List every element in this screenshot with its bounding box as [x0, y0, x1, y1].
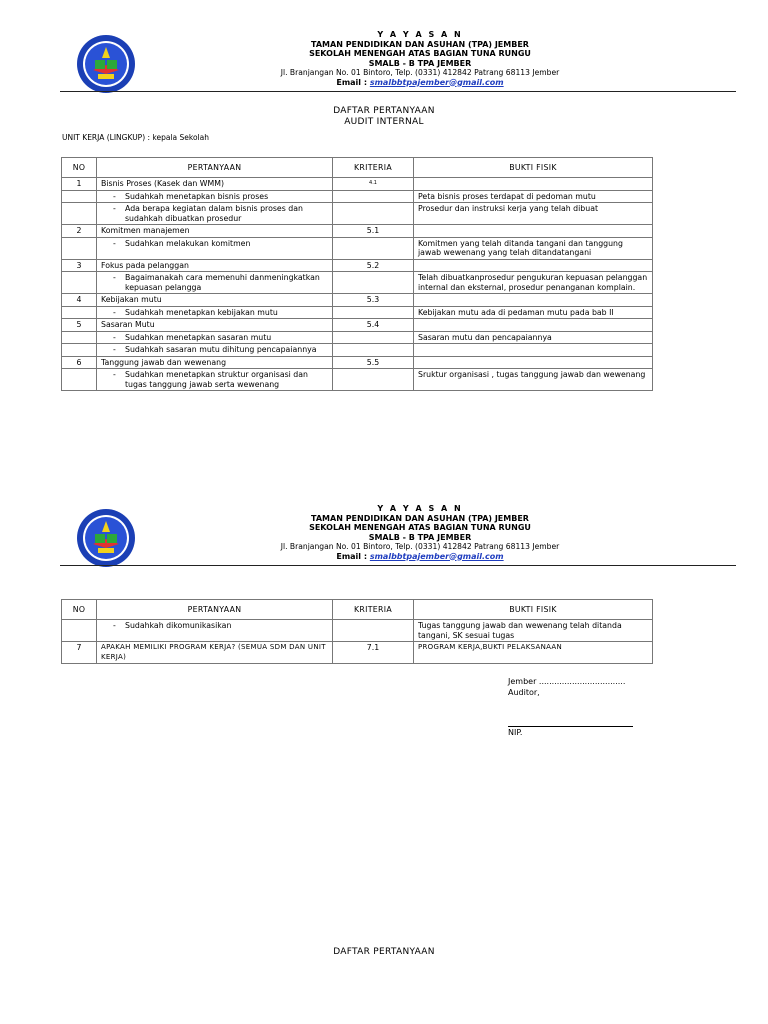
- row-question: Sasaran Mutu: [97, 319, 333, 332]
- letterhead-divider: [60, 91, 736, 92]
- row-number: 3: [62, 259, 97, 272]
- row-question: [97, 190, 333, 203]
- row-number: [62, 203, 97, 225]
- row-bukti-fisik: [414, 294, 653, 307]
- row-number: [62, 306, 97, 319]
- bullet-icon: -: [113, 191, 116, 201]
- row-kriteria: 4.1: [333, 178, 414, 191]
- row-kriteria: [333, 331, 414, 344]
- email-line: [200, 78, 640, 88]
- row-question: [97, 369, 333, 391]
- table-row: [62, 344, 653, 357]
- question-text: Sudahkan menetapkan sasaran mutu: [125, 332, 272, 342]
- row-question: [97, 272, 333, 294]
- table-row: [62, 203, 653, 225]
- header-bukti-fisik: BUKTI FISIK: [414, 158, 653, 178]
- foundation-label: Y A Y A S A N: [377, 504, 463, 513]
- institution-name: TAMAN PENDIDIKAN DAN ASUHAN (TPA) JEMBER: [311, 513, 529, 523]
- row-bukti-fisik: Sruktur organisasi , tugas tanggung jawab dan wewenang: [414, 369, 653, 391]
- table-row: [62, 356, 653, 369]
- row-kriteria: 5.2: [333, 259, 414, 272]
- row-question: Fokus pada pelanggan: [97, 259, 333, 272]
- table-row: [62, 620, 653, 642]
- row-bukti-fisik: Kebijakan mutu ada di pedaman mutu pada bab II: [414, 306, 653, 319]
- email-label: Email :: [336, 77, 368, 87]
- row-question: Kebijakan mutu: [97, 294, 333, 307]
- school-logo-icon: [76, 508, 136, 568]
- header-bukti-fisik: BUKTI FISIK: [414, 600, 653, 620]
- row-question: Komitmen manajemen: [97, 225, 333, 238]
- header-pertanyaan: PERTANYAAN: [97, 600, 333, 620]
- next-page-title: DAFTAR PERTANYAAN: [333, 947, 435, 957]
- row-number: 4: [62, 294, 97, 307]
- row-kriteria: 5.3: [333, 294, 414, 307]
- signature-place-date: Jember ..................................: [508, 677, 626, 686]
- school-short-name: SMALB - B TPA JEMBER: [368, 532, 472, 542]
- row-number: 1: [62, 178, 97, 191]
- title-line-1: DAFTAR PERTANYAAN: [333, 106, 435, 116]
- row-bukti-fisik: Sasaran mutu dan pencapaiannya: [414, 331, 653, 344]
- foundation-label: Y A Y A S A N: [377, 30, 463, 39]
- unit-kerja-label: UNIT KERJA (LINGKUP) : kepala Sekolah: [62, 133, 210, 142]
- row-kriteria: 5.5: [333, 356, 414, 369]
- row-number: [62, 369, 97, 391]
- row-bukti-fisik: Peta bisnis proses terdapat di pedoman mutu: [414, 190, 653, 203]
- row-bukti-fisik: Prosedur dan instruksi kerja yang telah dibuat: [414, 203, 653, 225]
- row-number: [62, 620, 97, 642]
- row-kriteria: [333, 203, 414, 225]
- bullet-icon: -: [113, 307, 116, 317]
- row-bukti-fisik: [414, 178, 653, 191]
- document-title: [0, 106, 768, 128]
- table-row: [62, 306, 653, 319]
- question-text: Bagaimanakah cara memenuhi danmeningkatkan kepuasan pelangga: [125, 273, 320, 292]
- signature-role: Auditor,: [508, 688, 540, 697]
- bullet-icon: -: [113, 370, 116, 379]
- bullet-icon: -: [113, 345, 116, 354]
- row-bukti-fisik: [414, 319, 653, 332]
- header-no: NO: [62, 600, 97, 620]
- email-link[interactable]: smalbbtpajember@gmail.com: [369, 77, 504, 87]
- question-text: Sudahkah menetapkan bisnis proses: [125, 191, 269, 201]
- signature-block: [508, 676, 633, 738]
- row-question: [97, 331, 333, 344]
- row-kriteria: [333, 620, 414, 642]
- row-kriteria: [333, 272, 414, 294]
- row-number: 6: [62, 356, 97, 369]
- letterhead-top: [0, 26, 768, 86]
- question-text: Sudahkan menetapkan struktur organisasi dan tugas tanggung jawab serta wewenang: [125, 370, 308, 389]
- row-kriteria: [333, 344, 414, 357]
- bullet-icon: -: [113, 204, 116, 213]
- letterhead-second: [0, 500, 768, 560]
- header-kriteria: KRITERIA: [333, 600, 414, 620]
- school-address: Jl. Branjangan No. 01 Bintoro, Telp. (0331) 412842 Patrang 68113 Jember: [280, 542, 560, 551]
- table-row: [62, 642, 653, 664]
- row-number: [62, 331, 97, 344]
- row-question: [97, 306, 333, 319]
- header-kriteria: KRITERIA: [333, 158, 414, 178]
- row-question: [97, 344, 333, 357]
- table-row: [62, 294, 653, 307]
- question-text: Ada berapa kegiatan dalam bisnis proses dan sudahkah dibuatkan prosedur: [125, 204, 303, 223]
- bullet-icon: -: [113, 332, 116, 342]
- row-kriteria: 7.1: [333, 642, 414, 664]
- question-text: Sudahkah dikomunikasikan: [125, 621, 232, 630]
- bullet-icon: -: [113, 621, 116, 630]
- row-bukti-fisik: Telah dibuatkanprosedur pengukuran kepuasan pelanggan internal dan eksternal, prosedur penanganan komplain.: [414, 272, 653, 294]
- row-kriteria: [333, 190, 414, 203]
- row-bukti-fisik: [414, 344, 653, 357]
- row-kriteria: [333, 306, 414, 319]
- table-row: [62, 319, 653, 332]
- table-row: [62, 331, 653, 344]
- row-number: 2: [62, 225, 97, 238]
- row-bukti-fisik: [414, 259, 653, 272]
- table-header-row: [62, 158, 653, 178]
- table-row: [62, 178, 653, 191]
- row-kriteria: 5.4: [333, 319, 414, 332]
- school-logo-icon: [76, 34, 136, 94]
- row-question: [97, 620, 333, 642]
- row-bukti-fisik: Komitmen yang telah ditanda tangani dan tanggung jawab wewenang yang telah ditandatangani: [414, 237, 653, 259]
- school-name: SEKOLAH MENENGAH ATAS BAGIAN TUNA RUNGU: [309, 523, 531, 532]
- row-number: 5: [62, 319, 97, 332]
- question-text: Sudahkah sasaran mutu dihitung pencapaiannya: [125, 345, 317, 354]
- audit-table-2: [61, 599, 653, 664]
- school-short-name: SMALB - B TPA JEMBER: [368, 58, 472, 68]
- table-row: [62, 272, 653, 294]
- table-row: [62, 237, 653, 259]
- table-row: [62, 225, 653, 238]
- audit-table-1: [61, 157, 653, 391]
- email-label: Email :: [336, 551, 368, 561]
- signature-nip: NIP.: [508, 728, 523, 737]
- row-bukti-fisik: [414, 225, 653, 238]
- title-line-2: AUDIT INTERNAL: [344, 117, 424, 127]
- row-number: [62, 272, 97, 294]
- table-row: [62, 190, 653, 203]
- header-pertanyaan: PERTANYAAN: [97, 158, 333, 178]
- row-question: [97, 237, 333, 259]
- table-row: [62, 259, 653, 272]
- row-kriteria: [333, 237, 414, 259]
- header-no: NO: [62, 158, 97, 178]
- row-bukti-fisik: [414, 356, 653, 369]
- bullet-icon: -: [113, 238, 116, 248]
- row-bukti-fisik: PROGRAM KERJA,BUKTI PELAKSANAAN: [414, 642, 653, 664]
- row-kriteria: [333, 369, 414, 391]
- institution-name: TAMAN PENDIDIKAN DAN ASUHAN (TPA) JEMBER: [311, 39, 529, 49]
- row-number: [62, 344, 97, 357]
- row-question: Bisnis Proses (Kasek dan WMM): [97, 178, 333, 191]
- row-bukti-fisik: Tugas tanggung jawab dan wewenang telah ditanda tangani, SK sesuai tugas: [414, 620, 653, 642]
- bullet-icon: -: [113, 273, 116, 282]
- school-address: Jl. Branjangan No. 01 Bintoro, Telp. (0331) 412842 Patrang 68113 Jember: [280, 68, 560, 77]
- email-link[interactable]: smalbbtpajember@gmail.com: [369, 551, 504, 561]
- row-number: [62, 190, 97, 203]
- row-question: Tanggung jawab dan wewenang: [97, 356, 333, 369]
- row-question: APAKAH MEMILIKI PROGRAM KERJA? (SEMUA SDM DAN UNIT KERJA): [97, 642, 333, 664]
- letterhead-divider: [60, 565, 736, 566]
- question-text: Sudahkan melakukan komitmen: [125, 238, 251, 248]
- row-number: [62, 237, 97, 259]
- email-line: [200, 552, 640, 562]
- row-question: [97, 203, 333, 225]
- question-text: Sudahkah menetapkan kebijakan mutu: [125, 307, 278, 317]
- table-row: [62, 369, 653, 391]
- table-header-row: [62, 600, 653, 620]
- row-number: 7: [62, 642, 97, 664]
- row-kriteria: 5.1: [333, 225, 414, 238]
- school-name: SEKOLAH MENENGAH ATAS BAGIAN TUNA RUNGU: [309, 49, 531, 58]
